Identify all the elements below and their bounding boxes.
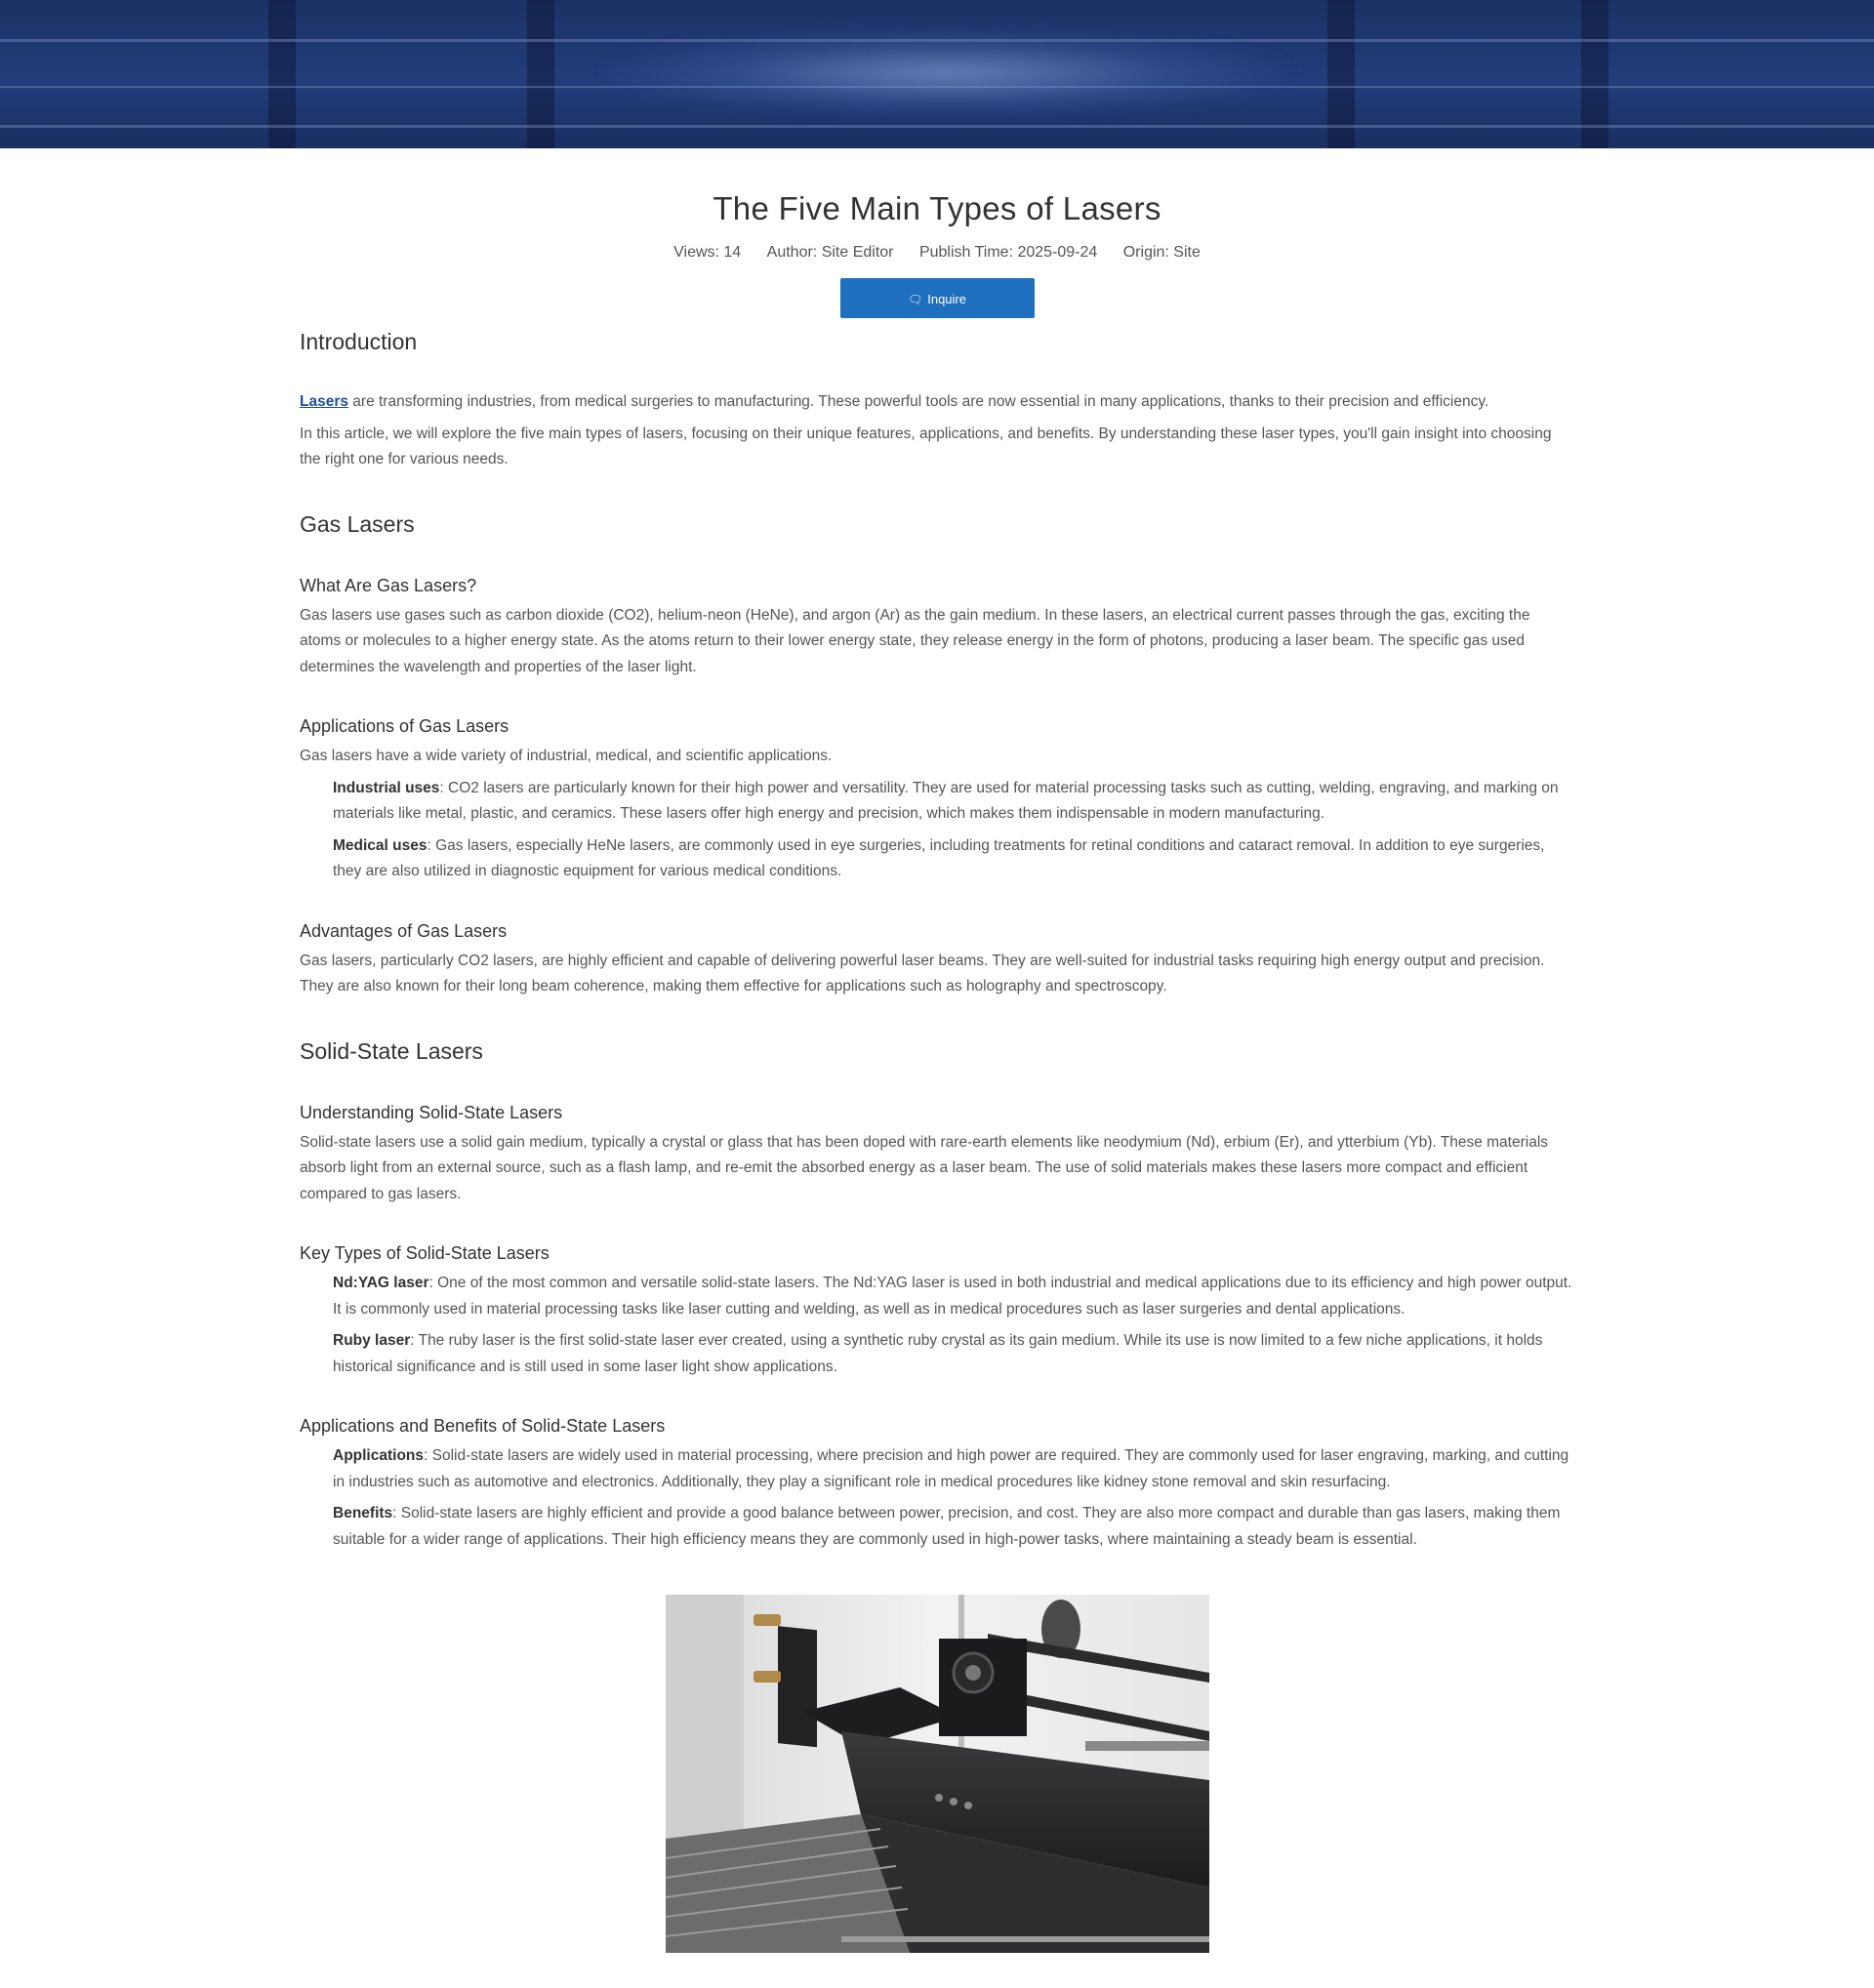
article-meta	[300, 242, 1574, 264]
medical-text: : Gas lasers, especially HeNe lasers, are commonly used in eye surgeries, including treatments for retinal conditions and cataract removal. In addition to eye surgeries, they are also utilized in diagnostic equipment for various medical conditions.	[333, 836, 1545, 879]
list-item-ndyag	[333, 1271, 1574, 1322]
gas-apps-list	[300, 776, 1574, 885]
publish-time: Publish Time: 2025-09-24	[918, 244, 1098, 261]
list-item-applications	[333, 1443, 1574, 1495]
laser-head-photo	[666, 1595, 1209, 1953]
views-count: Views: 14	[673, 244, 742, 261]
section-heading-introduction: Introduction	[300, 329, 418, 354]
subheading-what-are-gas-lasers: What Are Gas Lasers?	[300, 575, 477, 595]
laser-machine-image	[666, 1595, 1209, 1953]
industrial-label: Industrial uses	[333, 779, 440, 796]
medical-label: Medical uses	[333, 836, 428, 854]
inquire-button[interactable]	[840, 278, 1035, 318]
subheading-applications-benefits: Applications and Benefits of Solid-State Lasers	[300, 1416, 666, 1436]
solid-ab-list	[300, 1443, 1574, 1553]
subheading-applications-gas: Applications of Gas Lasers	[300, 716, 509, 736]
chat-bubble-icon: 🗨︎	[908, 293, 923, 306]
section-heading-gas-lasers: Gas Lasers	[300, 510, 415, 537]
section-heading-solid-state: Solid-State Lasers	[300, 1037, 483, 1064]
industrial-text: : CO2 lasers are particularly known for their high power and versatility. They are used for material processing tasks such as cutting, welding, engraving, and marking on materials like metal, plastic, and ceramics. These lasers offer high energy and precision, which makes them indispensable in modern manufacturing.	[333, 779, 1559, 822]
author: Author: Site Editor	[766, 244, 894, 261]
intro-paragraph-2: In this article, we will explore the five main types of lasers, focusing on their unique features, applications, and benefits. By understanding these laser types, you'll gain insight into choosing the right one for various needs.	[300, 425, 1552, 467]
subheading-advantages-gas: Advantages of Gas Lasers	[300, 920, 508, 941]
banner-beam	[0, 125, 1874, 128]
banner-light-glow	[605, 29, 1288, 117]
applications-label: Applications	[333, 1447, 425, 1464]
applications-text: : Solid-state lasers are widely used in material processing, where precision and high power are required. They are commonly used for laser engraving, marking, and cutting in industries such as automotive and electronics. Additionally, they play a significant role in medical procedures like kidney stone removal and skin resurfacing.	[333, 1447, 1569, 1490]
intro-paragraph-1	[300, 389, 1574, 416]
intro-paragraph-1-text: are transforming industries, from medical surgeries to manufacturing. These powerful tools are now essential in many applications, thanks to their precision and efficiency.	[347, 393, 1489, 410]
header-banner	[0, 0, 1874, 148]
benefits-label: Benefits	[333, 1505, 393, 1521]
article	[300, 148, 1574, 1553]
lasers-link[interactable]: Lasers	[300, 393, 348, 410]
solid-types-list	[300, 1271, 1574, 1380]
ruby-label: Ruby laser	[333, 1332, 411, 1349]
ndyag-label: Nd:YAG laser	[333, 1275, 429, 1291]
ndyag-text: : One of the most common and versatile solid-state lasers. The Nd:YAG laser is used in both industrial and medical applications due to its efficiency and high power output. It is commonly used in material processing tasks like laser cutting and welding, as well as in medical procedures such as laser surgeries and dental applications.	[333, 1275, 1572, 1318]
benefits-text: : Solid-state lasers are highly efficient and provide a good balance between power, precision, and cost. They are also more compact and durable than gas lasers, making them suitable for a wider range of applications. Their high efficiency means they are commonly used in high-power tasks, where maintaining a steady beam is essential.	[333, 1505, 1561, 1548]
list-item-ruby	[333, 1328, 1574, 1380]
ruby-text: : The ruby laser is the first solid-state laser ever created, using a synthetic ruby crystal as its gain medium. While its use is now limited to a few niche applications, it holds historical significance and is still used in some laser light show applications.	[333, 1332, 1543, 1375]
gas-what-paragraph: Gas lasers use gases such as carbon dioxide (CO2), helium-neon (HeNe), and argon (Ar) as the gain medium. In these lasers, an electrical current passes through the gas, exciting the atoms or molecules to a higher energy state. As the atoms return to their lower energy state, they release energy in the form of photons, producing a laser beam. The specific gas used determines the wavelength and properties of the laser light.	[300, 606, 1530, 675]
list-item-industrial	[333, 776, 1574, 828]
origin: Origin: Site	[1122, 244, 1201, 261]
inquire-label: Inquire	[927, 292, 966, 306]
gas-apps-intro: Gas lasers have a wide variety of industrial, medical, and scientific applications.	[300, 748, 833, 764]
gas-advantages-paragraph: Gas lasers, particularly CO2 lasers, are highly efficient and capable of delivering powerful laser beams. They are well-suited for industrial tasks requiring high energy output and precision. They are also known for their long beam coherence, making them effective for applications such as holography and spectroscopy.	[300, 952, 1545, 994]
list-item-medical	[333, 833, 1574, 885]
subheading-key-types: Key Types of Solid-State Lasers	[300, 1243, 550, 1263]
list-item-benefits	[333, 1501, 1574, 1553]
page-title: The Five Main Types of Lasers	[713, 190, 1161, 226]
solid-understanding-paragraph: Solid-state lasers use a solid gain medium, typically a crystal or glass that has been doped with rare-earth elements like neodymium (Nd), erbium (Er), and ytterbium (Yb). These materials absorb light from an external source, such as a flash lamp, and re-emit the absorbed energy as a laser beam. The use of solid materials makes these lasers more compact and efficient compared to gas lasers.	[300, 1133, 1549, 1202]
subheading-understanding-solid-state: Understanding Solid-State Lasers	[300, 1102, 563, 1122]
